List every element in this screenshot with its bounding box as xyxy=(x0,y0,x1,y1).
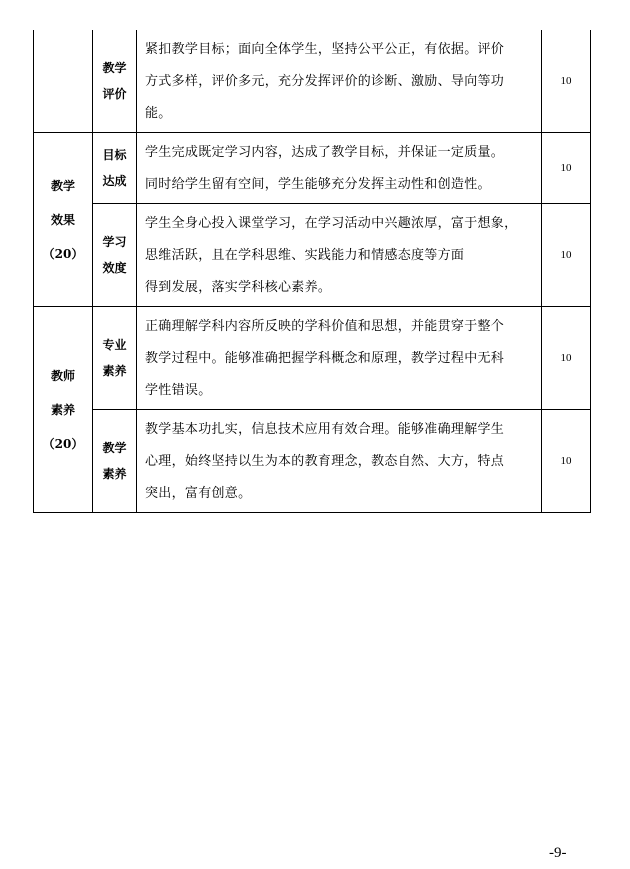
category-cell xyxy=(34,133,93,307)
subcategory-label: 评价 xyxy=(102,87,127,101)
subcategory-cell xyxy=(93,133,137,204)
score-cell: 10 xyxy=(542,30,591,133)
description-line: 紧扣教学目标；面向全体学生，坚持公平公正，有依据。评价 xyxy=(145,42,505,57)
score-cell: 10 xyxy=(542,133,591,204)
score-cell: 10 xyxy=(542,410,591,513)
category-label: 教师 xyxy=(50,368,75,383)
table-row xyxy=(34,30,591,133)
description-line: 正确理解学科内容所反映的学科价值和思想，并能贯穿于整个 xyxy=(145,319,505,334)
description-line: 学生全身心投入课堂学习，在学习活动中兴趣浓厚，富于想象， xyxy=(145,216,518,231)
criteria-description xyxy=(137,133,542,204)
subcategory-cell xyxy=(93,307,137,410)
score-cell: 10 xyxy=(542,204,591,307)
description-line: 思维活跃，且在学科思维、实践能力和情感态度等方面 xyxy=(145,248,465,263)
score-cell: 10 xyxy=(542,307,591,410)
table-row xyxy=(34,410,591,513)
description-line: 突出，富有创意。 xyxy=(145,486,252,501)
subcategory-label: 学习 xyxy=(102,235,127,249)
table-row xyxy=(34,204,591,307)
table-row xyxy=(34,307,591,410)
description-line: 方式多样，评价多元，充分发挥评价的诊断、激励、导向等功 xyxy=(145,74,505,89)
description-line: 学生完成既定学习内容，达成了教学目标，并保证一定质量。 xyxy=(145,145,505,160)
criteria-description xyxy=(137,307,542,410)
description-line: 心理，始终坚持以生为本的教育理念，教态自然、大方，特点 xyxy=(145,454,505,469)
description-line: 能。 xyxy=(145,106,172,121)
subcategory-cell xyxy=(93,410,137,513)
subcategory-label: 效度 xyxy=(102,261,127,275)
description-line: 学性错误。 xyxy=(145,383,212,398)
table-row xyxy=(34,133,591,204)
page-number: -9- xyxy=(549,845,567,861)
criteria-description xyxy=(137,204,542,307)
category-label: （20） xyxy=(42,246,84,261)
category-label: 效果 xyxy=(50,212,75,227)
category-cell-empty xyxy=(34,30,93,133)
description-line: 同时给学生留有空间，学生能够充分发挥主动性和创造性。 xyxy=(145,177,491,192)
subcategory-label: 教学 xyxy=(102,61,127,75)
subcategory-label: 专业 xyxy=(102,338,127,352)
subcategory-label: 素养 xyxy=(102,467,127,481)
category-label: （20） xyxy=(42,436,84,451)
description-line: 得到发展，落实学科核心素养。 xyxy=(145,280,332,295)
subcategory-cell xyxy=(93,204,137,307)
criteria-description xyxy=(137,410,542,513)
evaluation-table xyxy=(33,30,591,513)
subcategory-label: 目标 xyxy=(102,148,127,162)
subcategory-label: 教学 xyxy=(102,441,127,455)
category-label: 教学 xyxy=(50,178,75,193)
category-label: 素养 xyxy=(50,402,75,417)
subcategory-label: 达成 xyxy=(102,174,127,188)
description-line: 教学基本功扎实，信息技术应用有效合理。能够准确理解学生 xyxy=(145,422,505,437)
description-line: 教学过程中。能够准确把握学科概念和原理，教学过程中无科 xyxy=(145,351,505,366)
category-cell xyxy=(34,307,93,513)
criteria-description xyxy=(137,30,542,133)
subcategory-cell xyxy=(93,30,137,133)
subcategory-label: 素养 xyxy=(102,364,127,378)
